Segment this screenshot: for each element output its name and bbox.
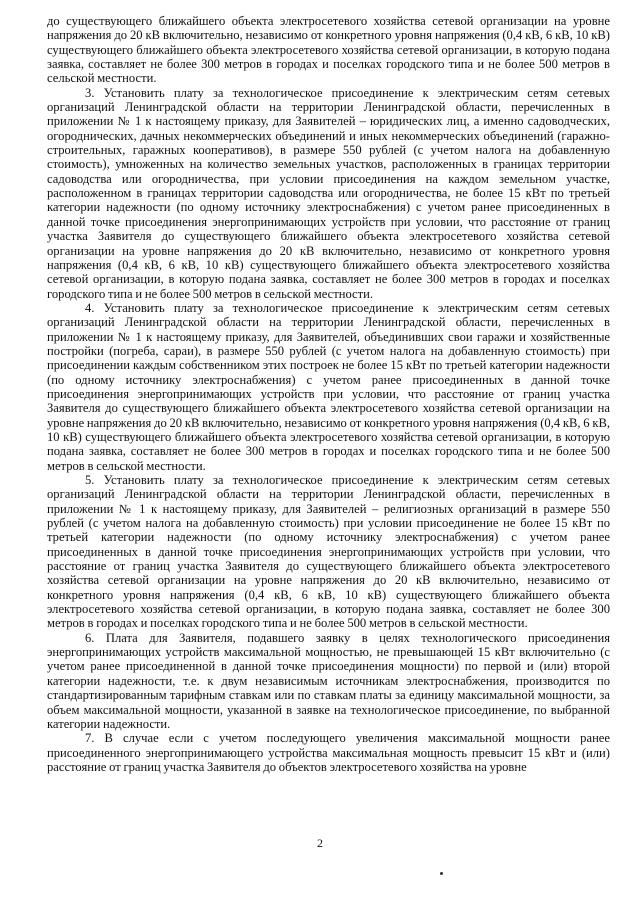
paragraph-item-4: 4. Установить плату за технологическое присоединение к электрическим сетям сетевых организаций Ленинградской области на территории Ленинградской области, перечисленных в приложении № 1 к настоящему приказу, для Заявителей, объединивших свои гаражи и хозяйственные постройки (погреба, сараи), в размере 550 рублей (с учетом налога на добавленную стоимость) при присоединении каждым собственником этих построек не более 15 кВт по третьей категории надежности (по одному источнику электроснабжения) с учетом ранее присоединенных в данной точке присоединения энергопринимающих устройств при условии, что расстояние от границ участка Заявителя до существующего ближайшего объекта электросетевого хозяйства сетевой организации на уровне напряжения до 20 кВ включительно, независимо от конкретного уровня напряжения (0,4 кВ, 6 кВ, 10 кВ) существующего ближайшего объекта электросетевого хозяйства сетевой организации, в которую подана заявка, составляет не более 300 метров в городах и поселках городского типа и не более 500 метров в сельской местности. [47, 300, 611, 473]
paragraph-item-6: 6. Плата для Заявителя, подавшего заявку в целях технологического присоединения энергопринимающих устройств максимальной мощностью, не превышающей 15 кВт включительно (с учетом ранее присоединенной в данной точке присоединения мощности) по первой и (или) второй категории надежности, т.е. к двум независимым источникам электроснабжения, производится по стандартизированным тарифным ставкам или по ставкам платы за единицу максимальной мощности, за объем максимальной мощности, указанной в заявке на технологическое присоединение, по выбранной категории надежности. [47, 630, 610, 731]
paragraph-item-7: 7. В случае если с учетом последующего увеличения максимальной мощности ранее присоединенного энергопринимающего устройства максимальная мощность превысит 15 кВт и (или) расстояние от границ участка Заявителя до объектов электросетевого хозяйства на уровне [47, 731, 610, 774]
paragraph-item-3: 3. Установить плату за технологическое присоединение к электрическим сетям сетевых организаций Ленинградской области на территории Ленинградской области, перечисленных в приложении № 1 к настоящему приказу, для Заявителей – юридических лиц, а именно садоводческих, огороднических, дачных некоммерческих объединений и иных некоммерческих объединений (гаражно-строительных, гаражных кооперативов), в размере 550 рублей (с учетом налога на добавленную стоимость), умноженных на количество земельных участков, расположенных в границах территории садоводства или огородничества, при условии присоединения на каждом земельном участке, расположенном в границах территории садоводства или огородничества, не более 15 кВт по третьей категории надежности (по одному источнику электроснабжения) с учетом ранее присоединенных в данной точке присоединения энергопринимающих устройств при условии, что расстояние от границ участка Заявителя до существующего ближайшего объекта электросетевого хозяйства сетевой организации на уровне напряжения до 20 кВ включительно, независимо от конкретного уровня напряжения (0,4 кВ, 6 кВ, 10 кВ) существующего ближайшего объекта электросетевого хозяйства сетевой организации, в которую подана заявка, составляет не более 300 метров в городах и поселках городского типа и не более 500 метров в сельской местности. [47, 85, 610, 301]
page-number: 2 [317, 836, 323, 850]
paragraph-item-5: 5. Установить плату за технологическое присоединение к электрическим сетям сетевых организаций Ленинградской области на территории Ленинградской области, перечисленных в приложении № 1 к настоящему приказу, для Заявителей – религиозных организаций в размере 550 рублей (с учетом налога на добавленную стоимость) при условии присоединение не более 15 кВт по третьей категории надежности (по одному источнику электроснабжения) с учетом ранее присоединенных в данной точке присоединения энергопринимающих устройств при условии, что расстояние от границ участка Заявителя до существующего ближайшего объекта электросетевого хозяйства сетевой организации на уровне напряжения до 20 кВ включительно, независимо от конкретного уровня напряжения (0,4 кВ, 6 кВ, 10 кВ) существующего ближайшего объекта электросетевого хозяйства сетевой организации, в которую подана заявка, составляет не более 300 метров в городах и поселках городского типа и не более 500 метров в сельской местности. [47, 473, 610, 631]
paragraph-continuation: до существующего ближайшего объекта электросетевого хозяйства сетевой организации на уровне напряжения до 20 кВ включительно, независимо от конкретного уровня напряжения (0,4 кВ, 6 кВ, 10 кВ) существующего ближайшего объекта электросетевого хозяйства сетевой организации, в которую подана заявка, составляет не более 300 метров в городах и поселках городского типа и не более 500 метров в сельской местности. [47, 14, 610, 86]
scan-speck [440, 872, 443, 875]
